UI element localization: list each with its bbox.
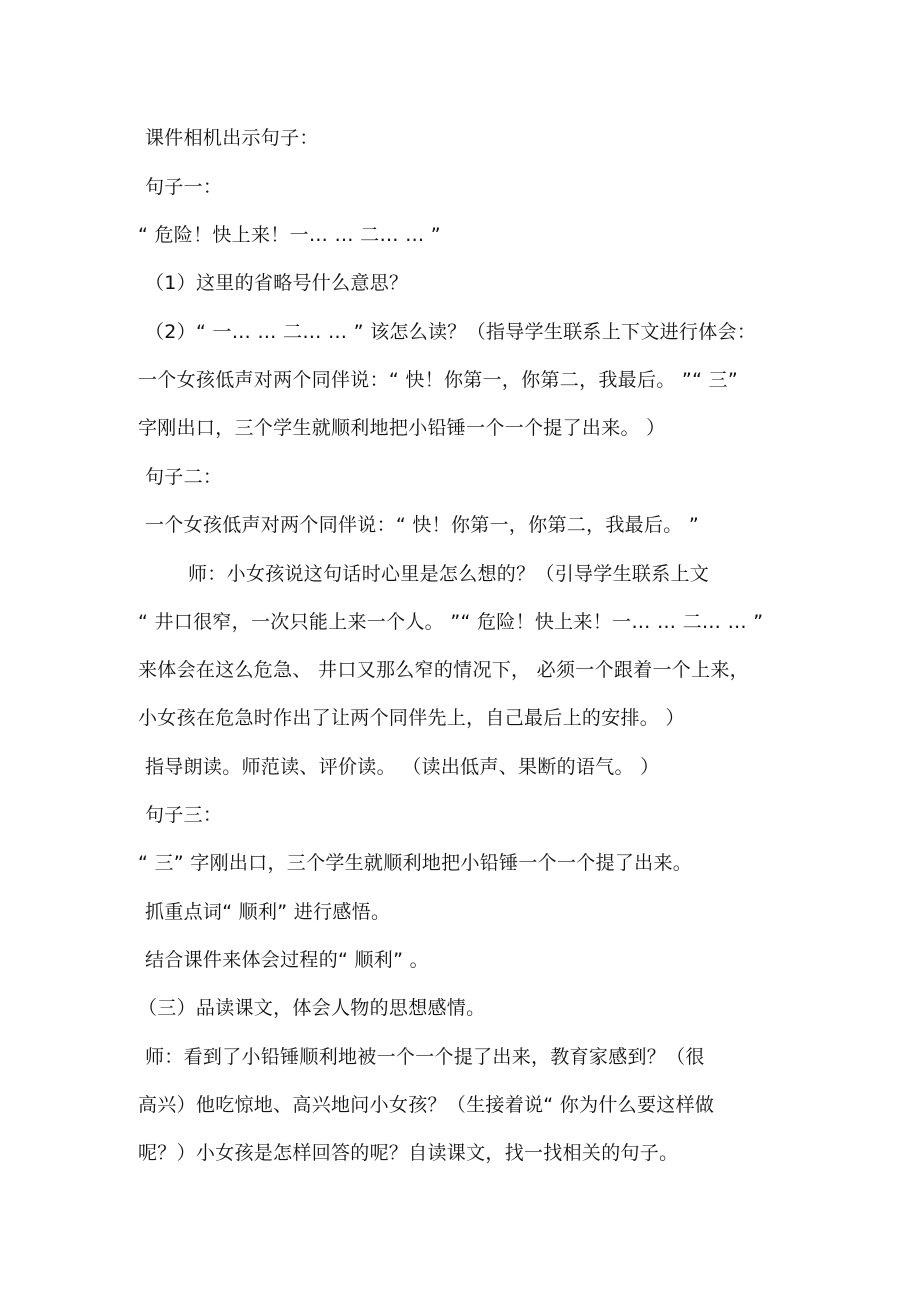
text-line-1: 课件相机出示句子： [145,127,319,149]
text-line-6: 一个女孩低声对两个同伴说：“ 快！你第一，你第二，我最后。 ”“ 三” [138,369,738,391]
text-line-9: 一个女孩低声对两个同伴说：“ 快！你第一，你第二，我最后。 ” [145,514,700,536]
text-line-15: 句子三： [145,804,223,826]
text-line-16: “ 三” 字刚出口，三个学生就顺利地把小铅锤一个一个提了出来。 [138,852,693,874]
text-line-12: 来体会在这么危急、 井口又那么窄的情况下， 必须一个跟着一个上来， [138,659,749,681]
text-line-21: 高兴）他吃惊地、高兴地问小女孩？（生接着说“ 你为什么要这样做 [138,1094,715,1116]
text-line-20: 师：看到了小铅锤顺利地被一个一个提了出来，教育家感到？（很 [145,1046,705,1068]
text-line-5: （2）“ 一… … 二… … ” 该怎么读？（指导学生联系上下文进行体会： [145,321,757,343]
text-line-17: 抓重点词“ 顺利” 进行感悟。 [145,901,391,923]
text-line-19: （三）品读课文，体会人物的思想感情。 [138,997,486,1019]
text-line-14: 指导朗读。师范读、评价读。 （读出低声、果断的语气。 ） [145,756,660,778]
text-line-7: 字刚出口，三个学生就顺利地把小铅锤一个一个提了出来。 ） [138,417,666,439]
text-line-4: （1）这里的省略号什么意思？ [145,272,409,294]
text-line-13: 小女孩在危急时作出了让两个同伴先上，自己最后上的安排。 ） [138,707,685,729]
text-line-11: “ 井口很窄，一次只能上来一个人。 ”“ 危险！快上来！一… … 二… … ” [138,611,764,633]
text-line-22: 呢？）小女孩是怎样回答的呢？自读课文，找一找相关的句子。 [138,1142,679,1164]
text-line-8: 句子二： [145,466,223,488]
text-line-2: 句子一： [145,176,223,198]
text-line-3: “ 危险！快上来！一… … 二… … ” [138,224,441,246]
text-line-18: 结合课件来体会过程的“ 顺利” 。 [145,949,429,971]
text-line-10: 师：小女孩说这句话时心里是怎么想的？（引导学生联系上文 [188,563,710,585]
